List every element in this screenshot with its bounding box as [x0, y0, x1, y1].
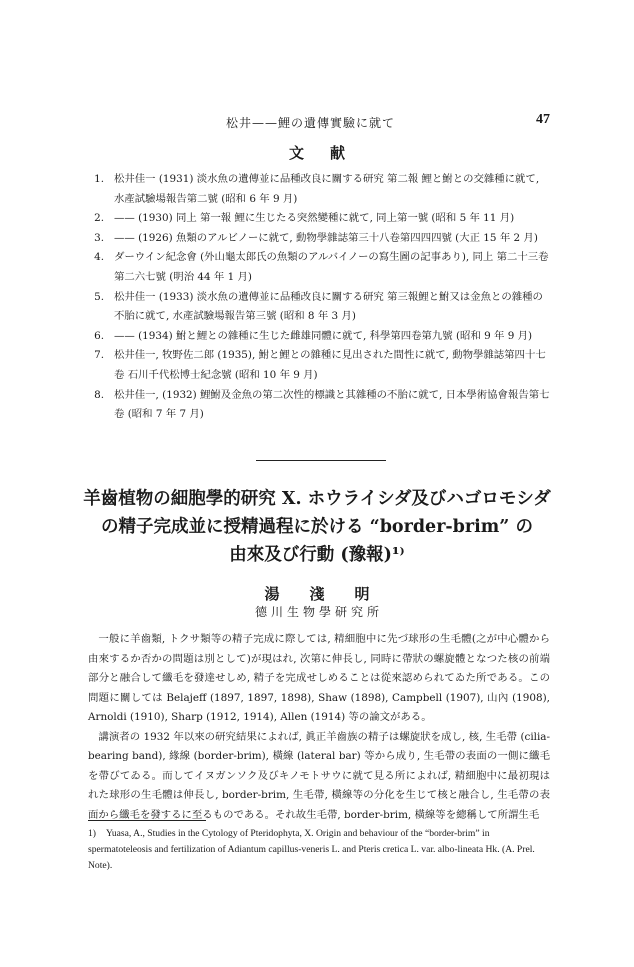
- reference-item: [90, 229, 550, 249]
- reference-number: 6.: [94, 329, 104, 342]
- body-paragraph: 一般に羊齒類, トクサ類等の精子完成に際しては, 精細胞中に先づ球形の生毛體(之が中心體から由來するか否かの問題は別として)が現はれ, 次第に伸長し, 同時に帶狀の螺旋體となつた核の前端部分と融合して纖毛を發達せしめ, 精子を完成せしめることは從來認められてゐた所である。この問題に關しては Belajeff (1897, 1897, 1898), Shaw (1898), Campbell (1907), 山內 (1908), Arnoldi (1910), Sharp (1912, 1914), Allen (1914) 等の論文がある。: [88, 633, 550, 723]
- reference-number: 8.: [94, 388, 104, 401]
- reference-text: ダーウイン紀念會 (外山龜太郎氏の魚類のアルバイノーの寫生圖の記事あり), 同上 第二十三卷第二六七號 (明治 44 年 1 月): [114, 251, 549, 283]
- article-title: [0, 485, 634, 569]
- reference-item: [90, 209, 550, 229]
- reference-number: 2.: [94, 212, 104, 225]
- reference-text: —— (1934) 鮒と鯉との雜種に生じた雌雄同體に就て, 科學第四卷第九號 (昭和 9 年 9 月): [114, 329, 533, 342]
- article-body: [88, 630, 550, 825]
- article-title-line: 由來及び行動 (豫報)¹⁾: [229, 545, 405, 565]
- reference-text: 松井佳一, (1932) 鯉鮒及金魚の第二次性的標識と其雜種の不胎に就て, 日本學術協會報告第七卷 (昭和 7 年 7 月): [114, 388, 550, 421]
- reference-number: 5.: [94, 290, 104, 303]
- section-divider: [256, 460, 386, 461]
- page-header: [0, 112, 634, 134]
- reference-item: [90, 327, 550, 347]
- footnote-text: Yuasa, A., Studies in the Cytology of Pteridophyta, X. Origin and behaviour of the “border-brim” in spermatoteleosis and fertilization of Adiantum capillus-veneris L. and Pteris cretica L. var. albo-lineata Hk. (A. Prel. Note).: [88, 828, 535, 871]
- article-title-line: 羊齒植物の細胞學的研究 X. ホウライシダ及びハゴロモシダ: [83, 489, 551, 509]
- reference-item: [90, 288, 550, 327]
- reference-number: 7.: [94, 349, 104, 362]
- reference-item: [90, 386, 550, 425]
- reference-item: [90, 248, 550, 287]
- reference-text: 松井佳一 (1931) 淡水魚の遺傳並に品種改良に關する研究 第二報 鯉と鮒との交雜種に就て, 水產試驗場報告第二號 (昭和 6 年 9 月): [114, 173, 540, 205]
- body-paragraph: 講演者の 1932 年以來の研究結果によれば, 眞正羊齒族の精子は螺旋狀を成し, 核, 生毛帶 (cilia-bearing band), 緣線 (border-brim), 橫線 (lateral bar) 等から成り, 生毛帶の表面の一側に纖毛を帶びてゐる。而してイヌガンソク及びキノモトサウに就て見る所によれば, 精細胞中に最初現はれた球形の生毛體は伸長し, border-brim, 生毛帶, 橫線等の分化を生じて核と融合し, 生毛帶の表面から纖毛を發するに至るものである。それ故生毛帶, border-brim, 橫線等を總稱して所謂生毛: [88, 730, 550, 821]
- footnote: [88, 826, 550, 874]
- reference-number: 1.: [94, 173, 104, 185]
- reference-number: 4.: [94, 251, 104, 264]
- reference-item: [90, 346, 550, 385]
- reference-text: —— (1930) 同上 第一報 鯉に生じたる突然變種に就て, 同上第一號 (昭和 5 年 11 月): [114, 212, 515, 225]
- article-title-line: の精子完成並に授精過程に於ける “border-brim” の: [101, 517, 533, 537]
- reference-item: [90, 170, 550, 209]
- reference-text: 松井佳一, 牧野佐二郎 (1935), 鮒と鯉との雜種に見出された間性に就て, 動物學雜誌第四十七卷 石川千代松博士紀念號 (昭和 10 年 9 月): [114, 349, 546, 381]
- footnote-divider: [88, 820, 206, 821]
- author-name: 湯淺明: [264, 585, 400, 603]
- footnote-number: 1): [88, 828, 96, 839]
- author-affiliation: 德川生物學研究所: [254, 605, 383, 619]
- reference-text: —— (1926) 魚類のアルビノーに就て, 動物學雜誌第三十八卷第四四四號 (大正 15 年 2 月): [114, 231, 538, 244]
- reference-text: 松井佳一 (1933) 淡水魚の遺傳並に品種改良に關する研究 第三報鯉と鮒又は金魚との雜種の不胎に就て, 水產試驗場報告第三號 (昭和 8 年 3 月): [114, 290, 543, 323]
- references-heading: 文献: [288, 144, 371, 162]
- reference-number: 3.: [94, 231, 104, 244]
- reference-list: [90, 170, 550, 425]
- page-number: 47: [536, 112, 550, 127]
- running-title: 松井——鯉の遺傳實驗に就て: [226, 116, 396, 130]
